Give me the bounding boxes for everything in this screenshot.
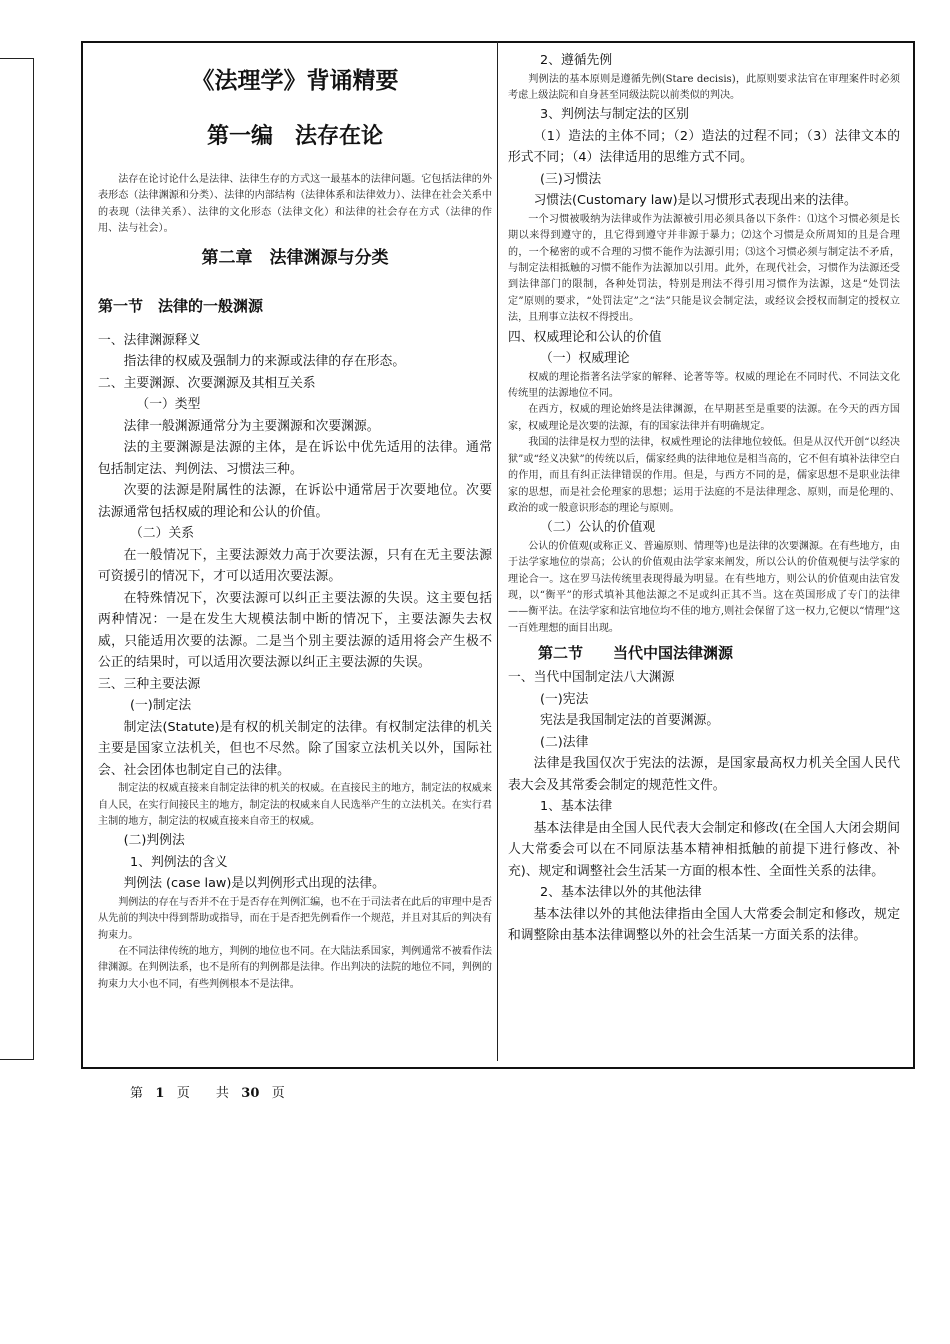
heading-2: 二、主要渊源、次要渊源及其相互关系: [98, 375, 316, 391]
small-paragraph: 我国的法律是权力型的法律，权威性理论的法律地位较低。但是从汉代开创“以经决狱”或“经义决狱”的传统以后，儒家经典的法律地位是相当高的，它不但有填补法律空白的作用，而且有纠正法律错误的作用。但是，与西方不同的是，儒家思想不是职业法律家的思想，而是社会伦理家的思想；运用于法庭的不是法律理念、原则，而是伦理的、政治的或一般意识形态的理论与原则。: [508, 437, 900, 514]
footer-page-number: 1: [155, 1086, 165, 1101]
small-paragraph: 公认的价值观(或称正义、普遍原则、情理等)也是法律的次要渊源。在有些地方，由于法学家地位的崇高；公认的价值观由法学家来阐发，所以公认的价值观便与法学家的理论合一。这在罗马法传统里表现得最为明显。在有些地方，则公认的价值观由法官发现，以“衡平”的形式填补其他法源之不足或纠正其不当。这在英国形成了专门的法律——衡平法。在法学家和法官地位均不佳的地方,则社会保留了这一权力,它便以“情理”这一百姓理想的面目出现。: [508, 540, 900, 634]
paragraph: 法律一般渊源通常分为主要渊源和次要渊源。: [123, 418, 380, 434]
column-divider: [497, 41, 498, 1061]
subheading: (一)宪法: [540, 691, 589, 707]
footer-page-suffix: 页: [271, 1086, 285, 1101]
section-title: 第二节 当代中国法律渊源: [538, 644, 734, 663]
subheading: 3、判例法与制定法的区别: [540, 107, 689, 123]
subheading: (三)习惯法: [540, 171, 602, 187]
subheading: （二）公认的价值观: [540, 520, 656, 536]
chapter-title: 第二章 法律渊源与分类: [201, 247, 389, 268]
small-paragraph: 权威的理论指著名法学家的解释、论著等等。权威的理论在不同时代、不同法文化传统里的法源地位不同。: [508, 371, 900, 400]
section-title: 第一节 法律的一般渊源: [98, 296, 264, 315]
paragraph: 基本法律是由全国人民代表大会制定和修改(在全国人大闭会期间人大常委会可以在不同原法基本精神相抵触的前提下进行修改、补充)、规定和调整社会生活某一方面的根本性、全面性关系的法律。: [508, 820, 900, 879]
footer-total-pages: 30: [241, 1086, 260, 1101]
paragraph: 法律是我国仅次于宪法的法源，是国家最高权力机关全国人民代表大会及其常委会制定的规范性文件。: [508, 756, 900, 793]
subheading: 2、遵循先例: [540, 53, 613, 68]
paragraph: 在一般情况下，主要法源效力高于次要法源，只有在无主要法源可资援引的情况下，才可以适用次要法源。: [98, 547, 492, 585]
paragraph: 习惯法(Customary law)是以习惯形式表现出来的法律。: [533, 193, 857, 209]
part-title: 第一编 法存在论: [206, 124, 383, 149]
heading-1: 一、法律渊源释义: [98, 332, 201, 348]
subheading: 1、判例法的含义: [130, 854, 228, 870]
right-column: [508, 50, 900, 1062]
paragraph: 法的主要渊源是法源的主体，是在诉讼中优先适用的法律。通常包括制定法、判例法、习惯法三种。: [98, 440, 492, 477]
heading-4: 四、权威理论和公认的价值: [508, 329, 662, 345]
small-paragraph: 在西方，权威的理论始终是法律渊源，在早期甚至是重要的法源。在今天的西方国家，权威理论是次要的法源，有的国家法律并有明确规定。: [508, 404, 900, 432]
paragraph: 在特殊情况下，次要法源可以纠正主要法源的失误。这主要包括两种情况：一是在发生大规模法制中断的情况下，主要法源失去权威，只能适用次要的法源。二是当个别主要法源的适用将会产生极不公正的结果时，可以适用次要法源以纠正主要法源的失误。: [98, 590, 492, 671]
paragraph: 次要的法源是附属性的法源，在诉讼中通常居于次要地位。次要法源通常包括权威的理论和公认的价值。: [98, 483, 492, 520]
subheading: 1、基本法律: [540, 799, 613, 815]
subheading: (二)法律: [540, 734, 589, 750]
small-paragraph: 判例法的存在与否并不在于是否存在判例汇编，也不在于司法者在此后的审理中是否从先前的判决中得到帮助或指导，而在于是否把先例看作一个规范，并且对其后的判决有拘束力。: [98, 896, 492, 941]
small-paragraph: 在不同法律传统的地方，判例的地位也不同。在大陆法系国家，判例通常不被看作法律渊源。在判例法系，也不是所有的判例都是法律。作出判决的法院的地位不同，判例的拘束力大小也不同，有些判例根本不是法律。: [98, 946, 492, 990]
paragraph: 指法律的权威及强制力的来源或法律的存在形态。: [123, 354, 406, 370]
heading-5: 一、当代中国制定法八大渊源: [508, 670, 675, 686]
subheading: (二)判例法: [123, 833, 185, 849]
left-column: [98, 50, 492, 1062]
part-intro: 法存在论讨论什么是法律、法律生存的方式这一最基本的法律问题。它包括法律的外表形态（法律渊源和分类）、法律的内部结构（法律体系和法律效力）、法律在社会关系中的表现（法律关系）、法律的文化形态（法律文化）和法律的社会存在方式（法律的作用、法与社会）。: [98, 174, 492, 235]
footer-mid: 页 共: [176, 1086, 229, 1101]
paragraph: （1）造法的主体不同；（2）造法的过程不同；（3）法律文本的形式不同；（4）法律适用的思维方式不同。: [508, 128, 900, 166]
binding-margin-line: [0, 58, 34, 1060]
paragraph: 宪法是我国制定法的首要渊源。: [540, 713, 720, 729]
small-paragraph: 制定法的权威直接来自制定法律的机关的权威。在直接民主的地方，制定法的权威来自人民，在实行间接民主的地方，制定法的权威来自人民选举产生的立法机关。在实行君主制的地方，制定法的权威直接来自帝王的权威。: [98, 783, 492, 827]
paragraph: 基本法律以外的其他法律指由全国人大常委会制定和修改，规定和调整除由基本法律调整以外的社会生活某一方面关系的法律。: [508, 906, 900, 944]
subheading: （二）关系: [130, 526, 194, 542]
footer-page-prefix: 第: [130, 1086, 144, 1101]
heading-3: 三、三种主要法源: [98, 676, 201, 692]
paragraph: 判例法 (case law)是以判例形式出现的法律。: [123, 876, 385, 892]
page-footer: [130, 1082, 285, 1101]
small-paragraph: 判例法的基本原则是遵循先例(Stare decisis)，此原则要求法官在审理案件时必须考虑上级法院和自身甚至同级法院以前类似的判决。: [508, 73, 900, 101]
subheading: 2、基本法律以外的其他法律: [540, 885, 702, 901]
small-paragraph: 一个习惯被吸纳为法律或作为法源被引用必须具备以下条件：⑴这个习惯必须是长期以来得到遵守的，且它得到遵守并非源于暴力；⑵这个习惯是众所周知的且是合理的，一个秘密的或不合理的习惯不能作为法源引用；⑶这个习惯必须与制定法不矛盾，与制定法相抵触的习惯不能作为法源加以引用。此外，在现代社会，习惯作为法源还受到法律部门的限制，各种处罚法，特别是刑法不得引用习惯作为法源，这是“处罚法定”原则的要求，“处罚法定”之“法”只能是议会制定法，或经议会授权而制定的授权立法，且刑事立法权不得授出。: [508, 213, 900, 324]
subheading: （一）权威理论: [540, 351, 630, 367]
document-title: 《法理学》背诵精要: [191, 68, 399, 94]
paragraph: 制定法(Statute)是有权的机关制定的法律。有权制定法律的机关主要是国家立法机关，但也不尽然。除了国家立法机关以外，国际社会、社会团体也制定自己的法律。: [98, 719, 492, 778]
subheading: (一)制定法: [130, 698, 192, 714]
subheading: （一）类型: [136, 397, 201, 413]
